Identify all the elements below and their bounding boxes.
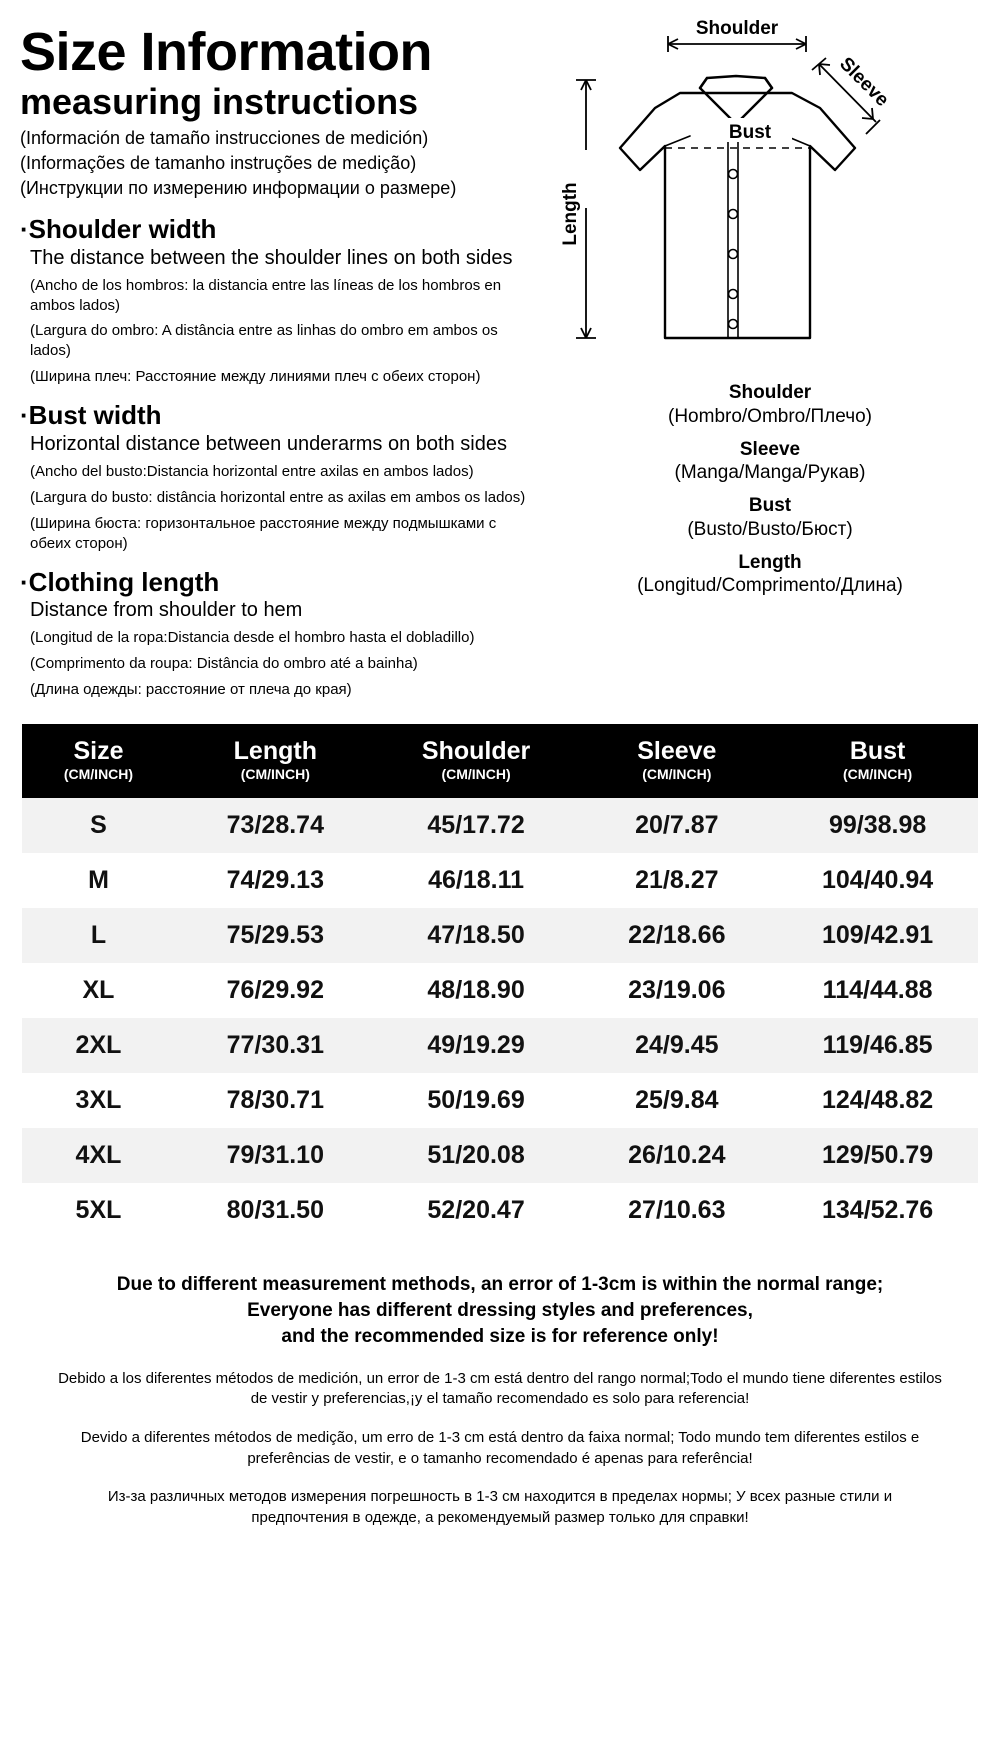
- cell-sleeve: 25/9.84: [635, 1085, 719, 1114]
- table-row: [22, 1073, 978, 1128]
- column-header-label: Length: [233, 737, 317, 765]
- legend-label-translated: (Longitud/Comprimento/Длина): [637, 575, 903, 597]
- table-header-row: [22, 724, 978, 798]
- table-row: [22, 1018, 978, 1073]
- section-description: Horizontal distance between underarms on both sides: [30, 432, 507, 455]
- cell-size: XL: [82, 975, 115, 1004]
- section-translation-es: (Ancho de los hombros: la distancia entre las líneas de los hombros en ambos lados): [30, 276, 502, 314]
- cell-size: L: [90, 920, 107, 949]
- cell-bust: 114/44.88: [822, 975, 933, 1004]
- column-header-unit: (CM/INCH): [441, 766, 511, 783]
- legend-label-en: Shoulder: [728, 382, 812, 403]
- cell-sleeve: 23/19.06: [628, 975, 726, 1004]
- cell-sleeve: 22/18.66: [628, 920, 726, 949]
- cell-shoulder: 46/18.11: [428, 865, 525, 894]
- section-translation-ru: (Ширина бюста: горизонтальное расстояние между подмышками с обеих сторон): [30, 514, 497, 552]
- instructions-column: [20, 18, 560, 706]
- table-row: [22, 1183, 978, 1238]
- cell-length: 79/31.10: [226, 1140, 324, 1169]
- header-translation-pt: (Informações de tamanho instruções de medição): [20, 153, 417, 174]
- diagram-label-bust-text: Bust: [728, 122, 772, 143]
- diagram-column: [560, 18, 980, 706]
- cell-size: M: [88, 865, 109, 894]
- note-bold-line-1: Due to different measurement methods, an error of 1-3cm is within the normal range;: [116, 1273, 884, 1295]
- cell-shoulder: 49/19.29: [427, 1030, 525, 1059]
- top-section: [0, 0, 1000, 706]
- note-translation-pt: Devido a diferentes métodos de medição, um erro de 1-3 cm está dentro da faixa normal; Todo mundo tem diferentes estilos e preferências de vestir, e o tamanho recomendado é apenas para referência!: [80, 1428, 920, 1467]
- cell-bust: 104/40.94: [821, 865, 934, 894]
- section-clothing-length: [20, 568, 560, 700]
- section-translation-es: (Longitud de la ropa:Distancia desde el hombro hasta el dobladillo): [30, 629, 475, 647]
- column-header-unit: (CM/INCH): [642, 766, 712, 783]
- cell-bust: 99/38.98: [828, 810, 927, 839]
- cell-length: 77/30.31: [226, 1030, 324, 1059]
- cell-bust: 119/46.85: [822, 1030, 933, 1059]
- cell-bust: 129/50.79: [821, 1140, 934, 1169]
- cell-length: 74/29.13: [226, 865, 324, 894]
- column-header-unit: (CM/INCH): [240, 766, 310, 783]
- size-table-head: [22, 724, 978, 798]
- cell-size: 4XL: [75, 1140, 122, 1169]
- section-heading-text: Clothing length: [28, 566, 220, 597]
- cell-length: 75/29.53: [226, 920, 324, 949]
- bullet-marker: ·: [20, 213, 29, 244]
- legend-label-en: Length: [738, 551, 802, 573]
- section-translation-pt: (Comprimento da roupa: Distância do ombro até a bainha): [30, 655, 418, 673]
- diagram-label-sleeve-text: Sleeve: [835, 53, 893, 111]
- cell-sleeve: 26/10.24: [628, 1140, 726, 1169]
- bullet-marker: ·: [20, 400, 29, 431]
- table-row: [22, 963, 978, 1018]
- cell-sleeve: 20/7.87: [635, 810, 719, 839]
- legend-item-length: [560, 552, 980, 599]
- table-row: [22, 1128, 978, 1183]
- legend-label-translated: (Hombro/Ombro/Плечо): [668, 405, 872, 427]
- cell-bust: 109/42.91: [821, 920, 934, 949]
- section-heading: [20, 215, 560, 244]
- cell-size: 3XL: [75, 1085, 122, 1114]
- cell-length: 78/30.71: [226, 1085, 324, 1114]
- legend-label-translated: (Manga/Manga/Рукав): [674, 462, 866, 484]
- diagram-label-shoulder-text: Shoulder: [695, 18, 779, 39]
- column-header-label: Size: [73, 737, 124, 765]
- note-translation-es: Debido a los diferentes métodos de medición, un error de 1-3 cm está dentro del rango normal;Todo el mundo tiene diferentes estilos de vestir y preferencias,¡y el tamaño recomendado es solo para referencia!: [58, 1369, 942, 1408]
- section-description: Distance from shoulder to hem: [30, 599, 303, 622]
- cell-bust: 124/48.82: [821, 1085, 934, 1114]
- shirt-illustration-svg: [560, 18, 980, 388]
- column-header-size: [22, 724, 175, 798]
- cell-size: 2XL: [75, 1030, 122, 1059]
- cell-sleeve: 27/10.63: [628, 1195, 726, 1224]
- cell-shoulder: 47/18.50: [427, 920, 525, 949]
- legend-item-sleeve: [560, 439, 980, 486]
- legend-label-en: Bust: [748, 495, 792, 517]
- section-heading-text: Bust width: [28, 400, 162, 431]
- diagram-legend: [560, 382, 980, 598]
- cell-length: 76/29.92: [226, 975, 324, 1004]
- note-bold-line-2: Everyone has different dressing styles and preferences,: [247, 1300, 753, 1322]
- page-title: Size Information: [20, 22, 433, 82]
- column-header-label: Shoulder: [421, 737, 531, 765]
- section-translation-ru: (Ширина плеч: Расстояние между линиями плеч с обеих сторон): [30, 368, 481, 386]
- bullet-marker: ·: [20, 566, 29, 597]
- size-table: [22, 724, 978, 1238]
- page-subtitle: measuring instructions: [20, 80, 419, 122]
- header-translation-es: (Información de tamaño instrucciones de medición): [20, 128, 429, 149]
- section-bust-width: [20, 401, 560, 553]
- column-header-bust: [777, 724, 978, 798]
- cell-length: 80/31.50: [226, 1195, 324, 1224]
- column-header-sleeve: [576, 724, 777, 798]
- section-heading: [20, 401, 560, 430]
- cell-size: 5XL: [75, 1195, 122, 1224]
- footer-notes: [40, 1272, 960, 1529]
- legend-label-en: Sleeve: [739, 438, 801, 460]
- section-translation-pt: (Largura do busto: distância horizontal entre as axilas em ambos os lados): [30, 488, 526, 506]
- legend-label-translated: (Busto/Busto/Бюст): [687, 518, 853, 540]
- cell-sleeve: 21/8.27: [635, 865, 719, 894]
- note-translation-ru: Из-за различных методов измерения погрешность в 1-3 см находится в пределах нормы; У всех разные стили и предпочтения в одежде, а рекомендуемый размер только для справки!: [107, 1488, 893, 1527]
- column-header-shoulder: [376, 724, 577, 798]
- column-header-length: [175, 724, 376, 798]
- cell-length: 73/28.74: [226, 810, 324, 839]
- column-header-unit: (CM/INCH): [842, 766, 913, 783]
- header-translation-ru: (Инструкции по измерению информации о размере): [20, 178, 457, 199]
- cell-shoulder: 52/20.47: [427, 1195, 525, 1224]
- cell-shoulder: 50/19.69: [427, 1085, 525, 1114]
- column-header-unit: (CM/INCH): [63, 766, 134, 783]
- section-heading: [20, 568, 560, 597]
- cell-bust: 134/52.76: [821, 1195, 934, 1224]
- legend-item-shoulder: [560, 382, 980, 429]
- section-translation-es: (Ancho del busto:Distancia horizontal entre axilas en ambos lados): [30, 462, 474, 480]
- section-shoulder-width: [20, 215, 560, 387]
- table-row: [22, 798, 978, 853]
- cell-shoulder: 45/17.72: [427, 810, 525, 839]
- table-row: [22, 853, 978, 908]
- cell-shoulder: 51/20.08: [427, 1140, 525, 1169]
- cell-sleeve: 24/9.45: [635, 1030, 719, 1059]
- note-bold-line-3: and the recommended size is for reference only!: [281, 1326, 719, 1348]
- legend-item-bust: [560, 495, 980, 542]
- section-translation-ru: (Длина одежды: расстояние от плеча до края): [30, 681, 352, 699]
- section-translation-pt: (Largura do ombro: A distância entre as linhas do ombro em ambos os lados): [30, 322, 498, 360]
- diagram-label-length-text: Length: [560, 182, 581, 246]
- column-header-label: Sleeve: [637, 737, 717, 765]
- table-row: [22, 908, 978, 963]
- section-description: The distance between the shoulder lines on both sides: [30, 246, 513, 269]
- column-header-label: Bust: [849, 737, 906, 765]
- cell-size: S: [90, 810, 107, 839]
- shirt-diagram: [560, 18, 980, 378]
- size-table-body: [22, 798, 978, 1238]
- size-table-wrapper: [22, 724, 978, 1238]
- section-heading-text: Shoulder width: [28, 213, 217, 244]
- cell-shoulder: 48/18.90: [427, 975, 525, 1004]
